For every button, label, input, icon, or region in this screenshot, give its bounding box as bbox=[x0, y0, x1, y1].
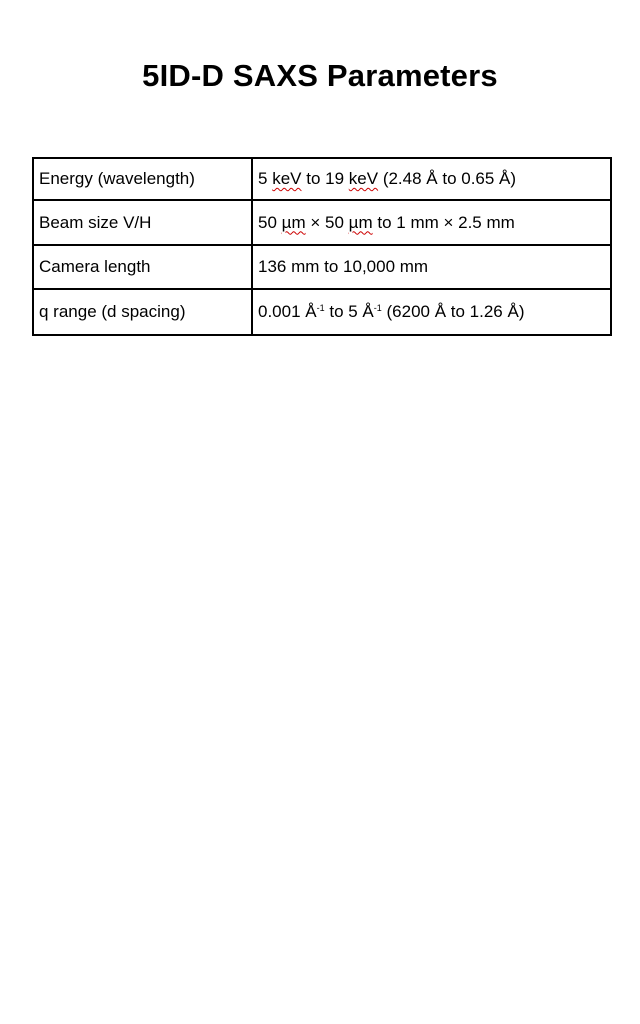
q-min: 0.001 Å bbox=[258, 302, 317, 321]
beam-min-h: × 50 bbox=[310, 212, 344, 232]
row-value-beam-size bbox=[252, 200, 611, 245]
row-label-energy: Energy (wavelength) bbox=[33, 158, 252, 200]
row-label-camera-length: Camera length bbox=[33, 245, 252, 289]
table-row-camera-length bbox=[33, 245, 611, 289]
row-value-energy bbox=[252, 158, 611, 200]
table-row-beam-size bbox=[33, 200, 611, 245]
d-spacing-range: (6200 Å to 1.26 Å) bbox=[381, 302, 525, 321]
parameters-table bbox=[32, 157, 612, 336]
energy-unit-kev-1: keV bbox=[272, 169, 302, 188]
energy-min: 5 bbox=[258, 169, 268, 188]
energy-to: to 19 bbox=[306, 169, 345, 188]
energy-wavelength: (2.48 Å to 0.65 Å) bbox=[382, 169, 517, 188]
energy-unit-kev-2: keV bbox=[348, 169, 379, 188]
beam-min-v: 50 bbox=[258, 212, 277, 232]
q-min-exponent: -1 bbox=[316, 303, 325, 313]
row-label-q-range: q range (d spacing) bbox=[33, 289, 252, 335]
q-max: to 5 Å bbox=[324, 302, 374, 321]
page-title: 5ID-D SAXS Parameters bbox=[142, 58, 498, 93]
row-value-q-range bbox=[252, 289, 611, 335]
beam-unit-um-1: µm bbox=[281, 212, 306, 232]
table-row-q-range bbox=[33, 289, 611, 335]
table-row-energy bbox=[33, 158, 611, 200]
row-value-camera-length: 136 mm to 10,000 mm bbox=[252, 245, 611, 289]
beam-unit-um-2: µm bbox=[348, 212, 373, 232]
row-label-beam-size: Beam size V/H bbox=[33, 200, 252, 245]
beam-max: to 1 mm × 2.5 mm bbox=[377, 212, 515, 232]
q-max-exponent: -1 bbox=[373, 303, 382, 313]
